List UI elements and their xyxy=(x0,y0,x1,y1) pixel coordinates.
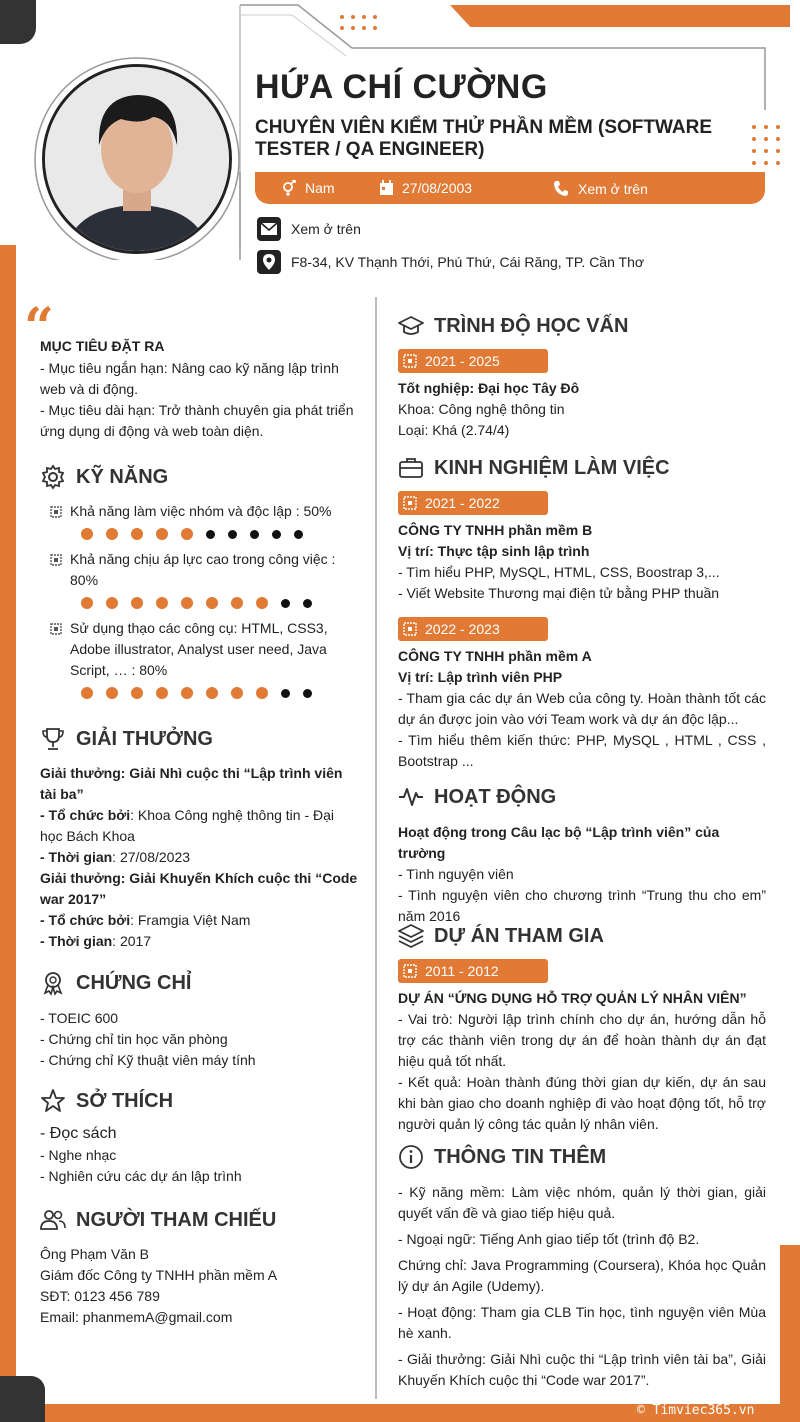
rating-dot-filled xyxy=(131,597,143,609)
projects-heading xyxy=(398,923,766,949)
education-title: TRÌNH ĐỘ HỌC VẤN xyxy=(434,314,629,337)
hobbies-title: SỞ THÍCH xyxy=(76,1089,174,1112)
activities-heading xyxy=(398,784,766,810)
briefcase-icon xyxy=(398,455,424,481)
activity-icon xyxy=(398,784,424,810)
project-name: DỰ ÁN “ỨNG DỤNG HỖ TRỢ QUẢN LÝ NHÂN VIÊN” xyxy=(398,990,747,1006)
reference-line: Giám đốc Công ty TNHH phần mềm A xyxy=(40,1267,278,1283)
objective-short: - Mục tiêu ngắn hạn: Nâng cao kỹ năng lập trình web và di động. xyxy=(40,360,339,397)
email-row xyxy=(257,217,361,241)
experience-section xyxy=(398,455,766,772)
phone-item xyxy=(553,180,648,197)
rating-dot-empty xyxy=(303,599,312,608)
rating-dot-filled xyxy=(181,597,193,609)
hobby-item: - Đọc sách xyxy=(40,1125,117,1142)
dot-pattern xyxy=(752,125,780,165)
rating-dot-filled xyxy=(256,597,268,609)
projects-section xyxy=(398,923,766,1135)
job-detail: - Tìm hiểu PHP, MySQL, HTML, CSS, Boostrap 3,... xyxy=(398,564,720,580)
skill-item xyxy=(50,501,362,540)
date-text: 2021 - 2022 xyxy=(425,495,500,511)
rating-dot-filled xyxy=(156,687,168,699)
rating-dot-filled xyxy=(81,597,93,609)
date-badge xyxy=(398,491,548,515)
birthday-value: 27/08/2003 xyxy=(402,180,473,196)
award-time-label: - Thời gian xyxy=(40,849,113,865)
projects-title: DỰ ÁN THAM GIA xyxy=(434,924,604,947)
education-section xyxy=(398,313,766,441)
activities-title: HOẠT ĐỘNG xyxy=(434,785,557,808)
more-info-item: - Kỹ năng mềm: Làm việc nhóm, quản lý thời gian, giải quyết vấn đề và giao tiếp hiệu quả. xyxy=(398,1184,766,1221)
award-time: : 27/08/2023 xyxy=(112,849,191,865)
certs-heading xyxy=(40,970,360,996)
calendar-icon xyxy=(403,964,417,978)
more-info-item: - Hoạt động: Tham gia CLB Tin học, tình nguyện viên Mùa hè xanh. xyxy=(398,1304,766,1341)
education-grade: Loại: Khá (2.74/4) xyxy=(398,422,510,438)
date-text: 2022 - 2023 xyxy=(425,621,500,637)
references-title: NGƯỜI THAM CHIẾU xyxy=(76,1208,277,1231)
award-org: : Khoa Công nghệ thông tin - Đại học Bách Khoa xyxy=(40,807,335,844)
trophy-icon xyxy=(40,726,66,752)
rating-dot-filled xyxy=(81,528,93,540)
rating-dot-filled xyxy=(131,528,143,540)
bullet-icon xyxy=(50,623,62,635)
references-section xyxy=(40,1207,360,1328)
job-title: CHUYÊN VIÊN KIỂM THỬ PHẦN MỀM (SOFTWARE TESTER / QA ENGINEER) xyxy=(255,117,712,160)
award-badge-icon xyxy=(40,970,66,996)
bullet-icon xyxy=(50,506,62,518)
award-time-label: - Thời gian xyxy=(40,933,113,949)
activity-item: - Tình nguyện viên cho chương trình “Trung thu cho em” năm 2016 xyxy=(398,887,766,924)
more-info-item: - Ngoại ngữ: Tiếng Anh giao tiếp tốt (trình độ B2. xyxy=(398,1231,700,1247)
company-name: CÔNG TY TNHH phần mềm A xyxy=(398,648,592,664)
skills-heading xyxy=(40,464,360,490)
gender-value: Nam xyxy=(305,180,335,196)
rating-dot-filled xyxy=(206,597,218,609)
rating-dot-filled xyxy=(231,687,243,699)
gender-icon xyxy=(281,180,297,196)
rating-dot-empty xyxy=(303,689,312,698)
rating-dot-empty xyxy=(228,530,237,539)
more-info-heading xyxy=(398,1144,766,1170)
reference-line: Ông Phạm Văn B xyxy=(40,1246,149,1262)
address-value: F8-34, KV Thạnh Thới, Phú Thứ, Cái Răng, TP. Cần Thơ xyxy=(291,254,645,270)
rating-dot-filled xyxy=(231,597,243,609)
layers-icon xyxy=(398,923,424,949)
gear-icon xyxy=(40,464,66,490)
education-heading xyxy=(398,313,766,339)
quote-icon: “ xyxy=(24,297,54,358)
education-faculty: Khoa: Công nghệ thông tin xyxy=(398,401,565,417)
job-detail: - Tìm hiểu thêm kiến thức: PHP, MySQL , HTML , CSS , Bootstrap ... xyxy=(398,732,766,769)
experience-title: KINH NGHIỆM LÀM VIỆC xyxy=(434,456,670,479)
left-accent-bar xyxy=(0,245,16,1422)
column-divider xyxy=(375,297,377,1399)
date-badge xyxy=(398,349,548,373)
reference-line: SĐT: 0123 456 789 xyxy=(40,1288,160,1304)
more-info-section xyxy=(398,1144,766,1391)
date-text: 2021 - 2025 xyxy=(425,353,500,369)
award-title: Giải thưởng: Giải Khuyến Khích cuộc thi “Code war 2017” xyxy=(40,870,358,907)
skills-section xyxy=(40,464,360,490)
rating-dot-filled xyxy=(206,687,218,699)
rating-dot-filled xyxy=(181,528,193,540)
dot-pattern xyxy=(340,15,377,30)
references-heading xyxy=(40,1207,360,1233)
cert-item: - Chứng chỉ Kỹ thuật viên máy tính xyxy=(40,1052,256,1068)
awards-title: GIẢI THƯỞNG xyxy=(76,727,213,750)
calendar-icon xyxy=(379,180,394,196)
skill-rating xyxy=(81,528,362,540)
certs-title: CHỨNG CHỈ xyxy=(76,971,192,994)
job-position: Vị trí: Lập trình viên PHP xyxy=(398,669,563,685)
rating-dot-filled xyxy=(106,528,118,540)
award-org-label: - Tổ chức bởi xyxy=(40,807,131,823)
calendar-icon xyxy=(403,496,417,510)
skills-title: KỸ NĂNG xyxy=(76,465,169,488)
rating-dot-filled xyxy=(156,528,168,540)
address-row xyxy=(257,250,644,274)
corner-decoration xyxy=(0,1376,45,1422)
date-text: 2011 - 2012 xyxy=(425,963,499,979)
date-badge xyxy=(398,617,548,641)
footer-watermark: © Timviec365.vn xyxy=(637,1403,755,1418)
candidate-name: HỨA CHÍ CƯỜNG xyxy=(255,68,548,106)
experience-heading xyxy=(398,455,766,481)
skill-rating xyxy=(81,597,362,609)
education-degree: Tốt nghiệp: Đại học Tây Đô xyxy=(398,380,580,396)
rating-dot-empty xyxy=(250,530,259,539)
people-icon xyxy=(40,1207,66,1233)
hobbies-section xyxy=(40,1088,360,1187)
rating-dot-filled xyxy=(181,687,193,699)
certs-section xyxy=(40,970,360,1071)
rating-dot-empty xyxy=(281,599,290,608)
skill-item xyxy=(50,549,362,609)
birthday-item xyxy=(379,180,472,196)
profile-photo xyxy=(42,64,232,254)
skill-label: Khả năng chịu áp lực cao trong công việc : 80% xyxy=(70,551,336,588)
skill-rating xyxy=(81,687,362,699)
skill-label: Khả năng làm việc nhóm và độc lập : 50% xyxy=(70,503,332,519)
job-position: Vị trí: Thực tập sinh lập trình xyxy=(398,543,590,559)
project-result: - Kết quả: Hoàn thành đúng thời gian dự kiến, dự án sau khi bàn giao cho doanh nghiệp đi vào hoạt động tốt, hỗ trợ người quản lý công tác quản lý nhân viên. xyxy=(398,1074,766,1132)
phone-icon xyxy=(553,180,570,197)
right-accent-bar xyxy=(780,1245,800,1422)
email-value: Xem ở trên xyxy=(291,221,361,237)
rating-dot-empty xyxy=(272,530,281,539)
rating-dot-filled xyxy=(131,687,143,699)
objective-title: MỤC TIÊU ĐẶT RA xyxy=(40,338,165,354)
rating-dot-empty xyxy=(294,530,303,539)
activity-item: - Tình nguyện viên xyxy=(398,866,514,882)
cert-item: - TOEIC 600 xyxy=(40,1010,119,1026)
skill-item xyxy=(50,618,362,699)
cert-item: - Chứng chỉ tin học văn phòng xyxy=(40,1031,228,1047)
calendar-icon xyxy=(403,622,417,636)
phone-value: Xem ở trên xyxy=(578,180,648,197)
rating-dot-filled xyxy=(106,597,118,609)
activity-heading: Hoạt động trong Câu lạc bộ “Lập trình viên” của trường xyxy=(398,824,720,861)
objective-long: - Mục tiêu dài hạn: Trở thành chuyên gia phát triển ứng dụng di động và web toàn diện. xyxy=(40,402,354,439)
company-name: CÔNG TY TNHH phần mềm B xyxy=(398,522,593,538)
hobby-item: - Nghe nhạc xyxy=(40,1147,117,1163)
skill-label: Sử dụng thạo các công cụ: HTML, CSS3, Adobe illustrator, Analyst user need, Java Script, … : 80% xyxy=(70,620,328,678)
job-detail: - Tham gia các dự án Web của công ty. Hoàn thành tốt các dự án được join vào với Team work và dự án độc lập... xyxy=(398,690,766,727)
rating-dot-filled xyxy=(81,687,93,699)
rating-dot-filled xyxy=(156,597,168,609)
more-info-item: - Giải thưởng: Giải Nhì cuộc thi “Lập trình viên tài ba”, Giải Khuyến Khích cuộc thi “Code war 2017”. xyxy=(398,1351,766,1388)
info-icon xyxy=(398,1144,424,1170)
email-icon xyxy=(257,217,281,241)
graduation-cap-icon xyxy=(398,313,424,339)
awards-heading xyxy=(40,726,360,752)
awards-section xyxy=(40,726,360,952)
award-org: : Framgia Việt Nam xyxy=(130,912,251,928)
project-role: - Vai trò: Người lập trình chính cho dự án, hướng dẫn hỗ trợ các thành viên trong dự án để hoàn thành dự án đạt hiệu quả tốt nhất. xyxy=(398,1011,766,1069)
objective-section xyxy=(40,336,358,442)
date-badge xyxy=(398,959,548,983)
bullet-icon xyxy=(50,554,62,566)
activities-section xyxy=(398,784,766,927)
more-info-item: Chứng chỉ: Java Programming (Coursera), Khóa học Quản lý dự án Agile (Udemy). xyxy=(398,1257,766,1294)
award-org-label: - Tổ chức bởi xyxy=(40,912,131,928)
info-bar xyxy=(255,172,765,204)
star-icon xyxy=(40,1088,66,1114)
hobbies-heading xyxy=(40,1088,360,1114)
more-info-title: THÔNG TIN THÊM xyxy=(434,1145,607,1168)
calendar-icon xyxy=(403,354,417,368)
reference-line: Email: phanmemA@gmail.com xyxy=(40,1309,233,1325)
rating-dot-empty xyxy=(206,530,215,539)
job-detail: - Viết Website Thương mại điện tử bằng PHP thuần xyxy=(398,585,720,601)
award-title: Giải thưởng: Giải Nhì cuộc thi “Lập trình viên tài ba” xyxy=(40,765,343,802)
hobby-item: - Nghiên cứu các dự án lập trình xyxy=(40,1168,242,1184)
rating-dot-empty xyxy=(281,689,290,698)
map-pin-icon xyxy=(257,250,281,274)
award-time: : 2017 xyxy=(112,933,152,949)
gender-item xyxy=(281,180,335,196)
rating-dot-filled xyxy=(256,687,268,699)
rating-dot-filled xyxy=(106,687,118,699)
